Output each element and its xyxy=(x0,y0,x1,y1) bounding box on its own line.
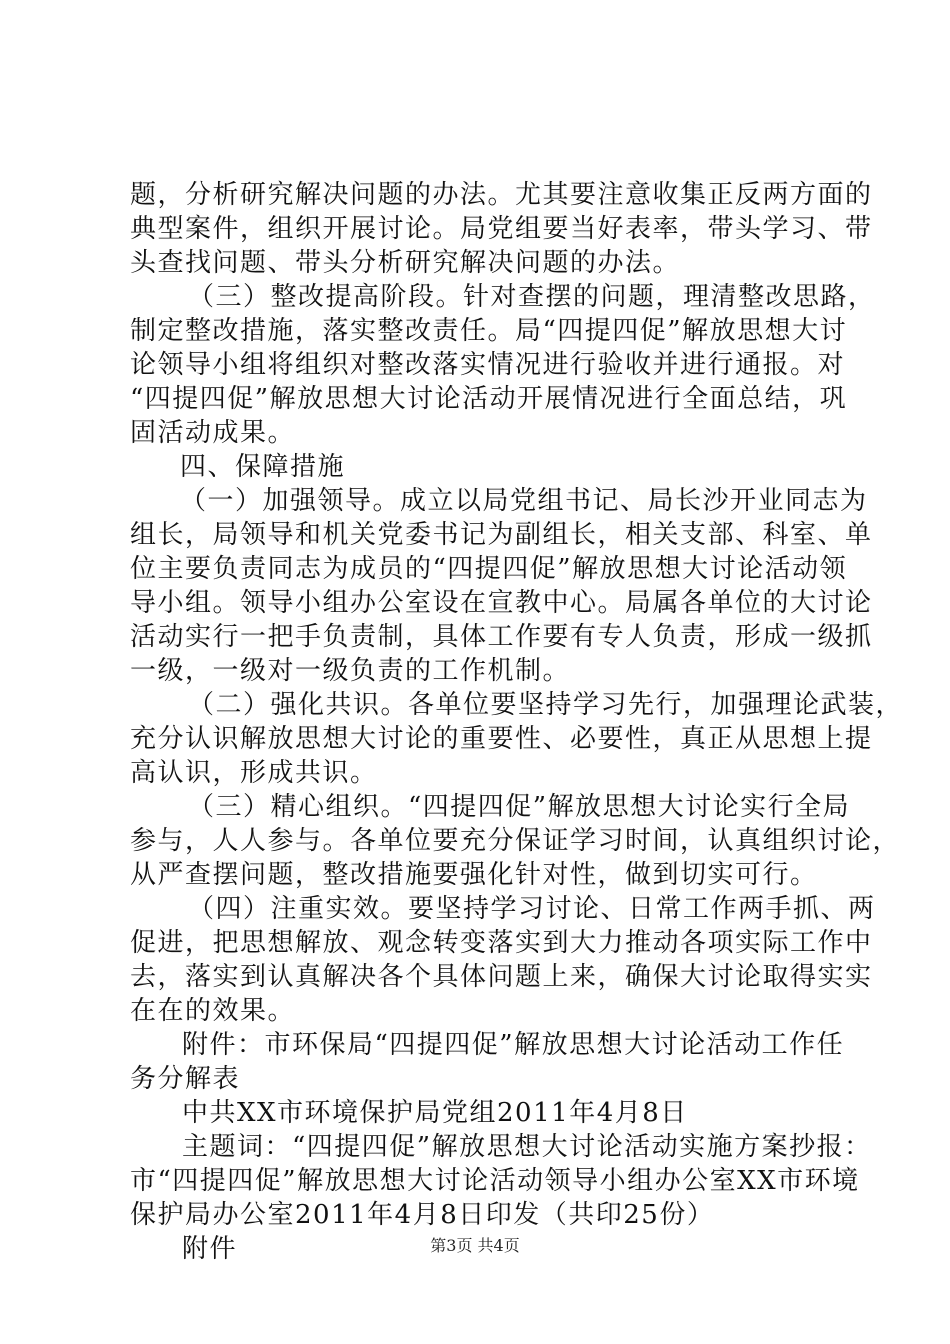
text-line: 论领导小组将组织对整改落实情况进行验收并进行通报。对 xyxy=(130,350,846,380)
text-line: 高认识，形成共识。 xyxy=(130,758,378,788)
attachment-line: 务分解表 xyxy=(130,1064,241,1094)
signature-line: 中共XX市环境保护局党组2011年4月8日 xyxy=(182,1098,688,1128)
text-line: 充分认识解放思想大讨论的重要性、必要性，真正从思想上提 xyxy=(130,724,873,754)
text-line: （三）整改提高阶段。针对查摆的问题，理清整改思路， xyxy=(188,282,876,312)
text-line: （二）强化共识。各单位要坚持学习先行，加强理论武装， xyxy=(188,690,904,720)
distribution-line: 保护局办公室2011年4月8日印发（共印25份） xyxy=(130,1200,715,1230)
attachment-label: 附件 xyxy=(182,1234,238,1264)
text-line: 活动实行一把手负责制，具体工作要有专人负责，形成一级抓 xyxy=(130,622,873,652)
text-line: 在在的效果。 xyxy=(130,996,296,1026)
text-line: 头查找问题、带头分析研究解决问题的办法。 xyxy=(130,248,681,278)
text-line: 去，落实到认真解决各个具体问题上来，确保大讨论取得实实 xyxy=(130,962,873,992)
keywords-line: 主题词：“四提四促”解放思想大讨论活动实施方案抄报： xyxy=(182,1132,872,1162)
text-line: 固活动成果。 xyxy=(130,418,296,448)
text-line: 位主要负责同志为成员的“四提四促”解放思想大讨论活动领 xyxy=(130,554,848,584)
section-heading: 四、保障措施 xyxy=(180,452,346,482)
page-number: 第3页 共4页 xyxy=(430,1236,520,1255)
text-line: 典型案件，组织开展讨论。局党组要当好表率，带头学习、带 xyxy=(130,214,873,244)
text-line: “四提四促”解放思想大讨论活动开展情况进行全面总结，巩 xyxy=(130,384,848,414)
text-line: 促进，把思想解放、观念转变落实到大力推动各项实际工作中 xyxy=(130,928,873,958)
text-line: 导小组。领导小组办公室设在宣教中心。局属各单位的大讨论 xyxy=(130,588,873,618)
text-line: 参与，人人参与。各单位要充分保证学习时间，认真组织讨论， xyxy=(130,826,901,856)
distribution-line: 市“四提四促”解放思想大讨论活动领导小组办公室XX市环境 xyxy=(130,1166,860,1196)
text-line: 题，分析研究解决问题的办法。尤其要注意收集正反两方面的 xyxy=(130,180,873,210)
text-line: 一级，一级对一级负责的工作机制。 xyxy=(130,656,571,686)
text-line: 从严查摆问题，整改措施要强化针对性，做到切实可行。 xyxy=(130,860,818,890)
attachment-line: 附件：市环保局“四提四促”解放思想大讨论活动工作任 xyxy=(182,1030,845,1060)
text-line: （三）精心组织。“四提四促”解放思想大讨论实行全局 xyxy=(188,792,851,822)
text-line: （四）注重实效。要坚持学习讨论、日常工作两手抓、两 xyxy=(188,894,876,924)
text-line: 制定整改措施，落实整改责任。局“四提四促”解放思想大讨 xyxy=(130,316,848,346)
text-line: （一）加强领导。成立以局党组书记、局长沙开业同志为 xyxy=(180,486,868,516)
text-line: 组长，局领导和机关党委书记为副组长，相关支部、科室、单 xyxy=(130,520,873,550)
